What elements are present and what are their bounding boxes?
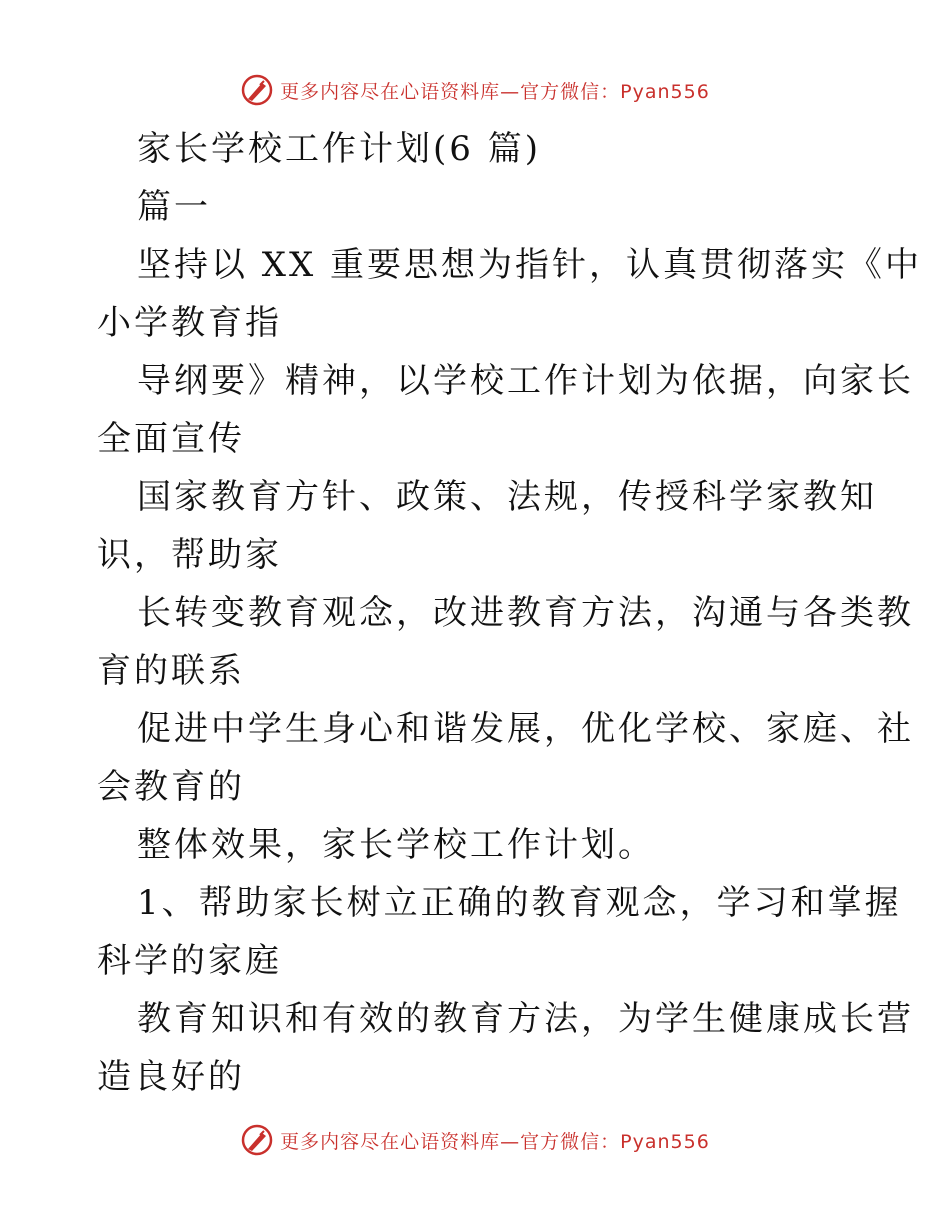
- doc-line: 导纲要》精神，以学校工作计划为依据，向家长: [137, 361, 914, 401]
- doc-line: 坚持以 XX 重要思想为指针，认真贯彻落实《中: [137, 245, 923, 285]
- doc-line: 促进中学生身心和谐发展，优化学校、家庭、社: [137, 709, 914, 749]
- header-banner: [0, 70, 950, 110]
- doc-line: 国家教育方针、政策、法规，传授科学家教知: [137, 477, 877, 517]
- doc-line: 家长学校工作计划(6 篇): [137, 129, 541, 169]
- doc-line: 整体效果，家长学校工作计划。: [137, 825, 655, 865]
- doc-line: 科学的家庭: [97, 941, 282, 981]
- doc-line: 教育知识和有效的教育方法，为学生健康成长营: [137, 999, 914, 1039]
- doc-line: 长转变教育观念，改进教育方法，沟通与各类教: [137, 593, 914, 633]
- banner-text: 更多内容尽在心语资料库—官方微信：Pyan556: [280, 1130, 710, 1153]
- doc-line: 小学教育指: [97, 303, 282, 343]
- banner-text: 更多内容尽在心语资料库—官方微信：Pyan556: [280, 80, 710, 103]
- doc-line: 全面宣传: [97, 419, 245, 459]
- doc-line: 造良好的: [97, 1057, 245, 1097]
- document-body: [97, 120, 923, 1106]
- doc-line: 会教育的: [97, 767, 245, 807]
- pen-logo-icon: [240, 73, 274, 107]
- doc-line: 1、帮助家长树立正确的教育观念，学习和掌握: [137, 883, 902, 923]
- pen-logo-icon: [240, 1123, 274, 1157]
- doc-line: 识，帮助家: [97, 535, 282, 575]
- doc-line: 育的联系: [97, 651, 245, 691]
- footer-banner: [0, 1120, 950, 1160]
- doc-line: 篇一: [137, 187, 211, 227]
